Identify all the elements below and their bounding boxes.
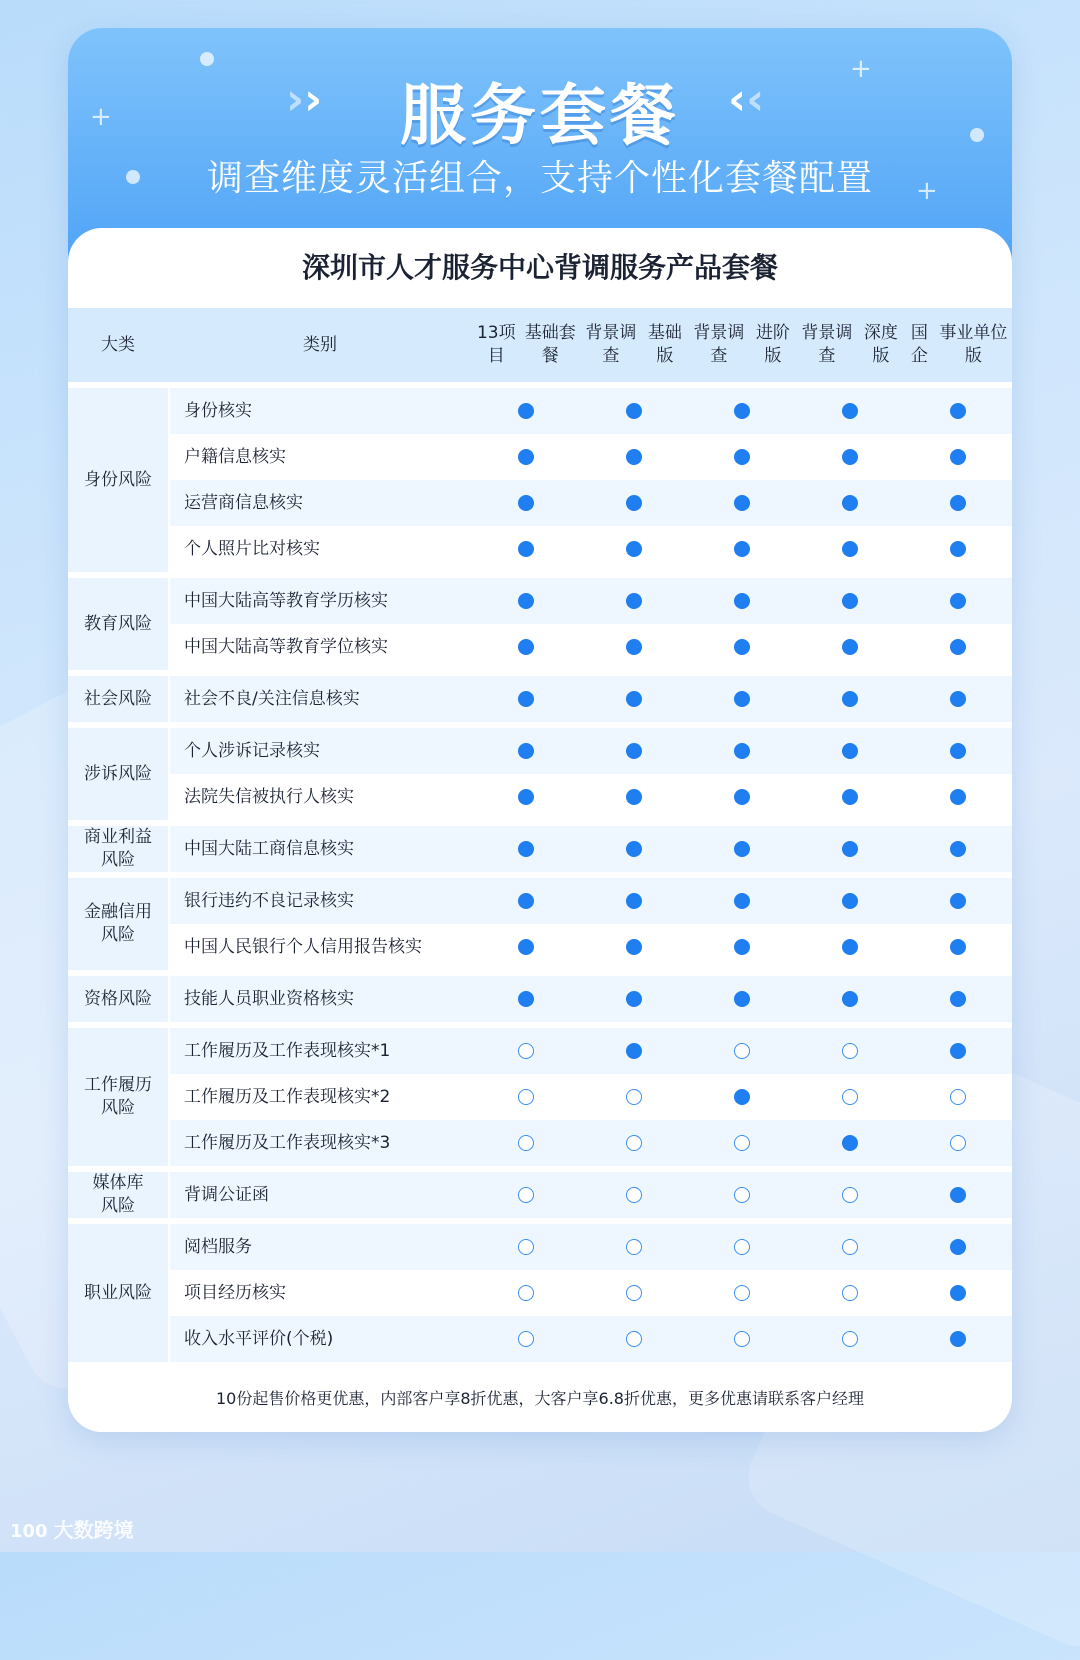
included-dot-icon [842,1135,858,1151]
included-dot-icon [518,939,534,955]
not-included-circle-icon [842,1331,858,1347]
not-included-circle-icon [518,1089,534,1105]
included-dot-icon [842,789,858,805]
check-item-label: 法院失信被执行人核实 [184,787,354,807]
check-item-label: 运营商信息核实 [184,493,303,513]
check-item-label: 中国大陆工商信息核实 [184,839,354,859]
table-row [170,1224,1012,1270]
plus-icon: + [916,176,938,206]
included-dot-icon [842,639,858,655]
check-item-label: 收入水平评价(个税) [184,1329,334,1349]
included-dot-icon [626,939,642,955]
check-item-label: 背调公证函 [184,1185,269,1205]
package-name-line2: 事业单位版 [939,323,1008,366]
risk-group [68,1028,1012,1166]
included-dot-icon [950,743,966,759]
check-item-label: 个人照片比对核实 [184,539,320,559]
table-row [170,624,1012,670]
table-row [170,924,1012,970]
not-included-circle-icon [734,1239,750,1255]
included-dot-icon [734,893,750,909]
included-dot-icon [626,495,642,511]
table-title: 深圳市人才服务中心背调服务产品套餐 [301,251,778,284]
table-row [170,388,1012,434]
included-dot-icon [626,403,642,419]
included-dot-icon [950,593,966,609]
included-dot-icon [950,1239,966,1255]
included-dot-icon [734,743,750,759]
included-dot-icon [950,841,966,857]
included-dot-icon [950,991,966,1007]
included-dot-icon [518,691,534,707]
risk-group [68,728,1012,820]
included-dot-icon [842,991,858,1007]
not-included-circle-icon [626,1135,642,1151]
included-dot-icon [518,743,534,759]
watermark [10,1514,134,1543]
included-dot-icon [518,991,534,1007]
package-name-line1: 13项目 [476,323,516,366]
risk-group [68,1224,1012,1362]
package-name-line2: 进阶版 [755,323,790,366]
check-item-label: 银行违约不良记录核实 [184,891,354,911]
included-dot-icon [734,1089,750,1105]
header-package-1 [472,308,580,382]
risk-group [68,826,1012,872]
watermark-logo: 100 [10,1521,48,1542]
package-name-line2: 基础版 [647,323,682,366]
included-dot-icon [626,541,642,557]
not-included-circle-icon [842,1285,858,1301]
header-category: 大类 [101,334,135,355]
included-dot-icon [518,495,534,511]
not-included-circle-icon [734,1135,750,1151]
table-row [170,1120,1012,1166]
included-dot-icon [518,593,534,609]
hero-subtitle: 调查维度灵活组合，支持个性化套餐配置 [206,158,873,199]
included-dot-icon [842,893,858,909]
included-dot-icon [734,495,750,511]
not-included-circle-icon [842,1089,858,1105]
table-row [170,826,1012,872]
risk-group [68,388,1012,572]
included-dot-icon [734,541,750,557]
included-dot-icon [950,939,966,955]
chevron-left-icon: ‹‹ [728,74,765,125]
included-dot-icon [950,495,966,511]
risk-category-label: 媒体库 风险 [68,1172,168,1218]
table-row [170,480,1012,526]
included-dot-icon [626,893,642,909]
check-item-label: 中国大陆高等教育学位核实 [184,637,388,657]
not-included-circle-icon [626,1331,642,1347]
not-included-circle-icon [734,1043,750,1059]
included-dot-icon [950,789,966,805]
discount-footnote: 10份起售价格更优惠，内部客户享8折优惠，大客户享6.8折优惠，更多优惠请联系客户经理 [216,1389,864,1408]
risk-group [68,578,1012,670]
plus-icon: + [90,102,112,132]
not-included-circle-icon [734,1187,750,1203]
not-included-circle-icon [518,1187,534,1203]
included-dot-icon [626,691,642,707]
plus-icon: + [850,54,872,84]
included-dot-icon [842,593,858,609]
included-dot-icon [842,939,858,955]
not-included-circle-icon [950,1135,966,1151]
risk-category-label: 资格风险 [68,976,168,1022]
included-dot-icon [734,841,750,857]
check-item-label: 中国人民银行个人信用报告核实 [184,937,422,957]
risk-category-label: 商业利益 风险 [68,826,168,872]
risk-group [68,976,1012,1022]
chevron-right-icon: ›› [286,74,323,125]
included-dot-icon [734,939,750,955]
not-included-circle-icon [626,1285,642,1301]
included-dot-icon [518,449,534,465]
table-row [170,434,1012,480]
hero-title: 服务套餐 [400,77,680,154]
package-name-line1: 国企 [910,323,928,366]
risk-category-label: 社会风险 [68,676,168,722]
included-dot-icon [626,639,642,655]
header-item: 类别 [303,334,337,355]
header-package-2 [580,308,688,382]
package-name-line2: 深度版 [863,323,898,366]
not-included-circle-icon [626,1089,642,1105]
table-row [170,526,1012,572]
not-included-circle-icon [518,1043,534,1059]
included-dot-icon [518,639,534,655]
header-package-3 [688,308,796,382]
included-dot-icon [950,541,966,557]
not-included-circle-icon [518,1239,534,1255]
included-dot-icon [950,1331,966,1347]
table-row [170,1316,1012,1362]
risk-category-label: 身份风险 [68,388,168,572]
included-dot-icon [518,893,534,909]
included-dot-icon [734,403,750,419]
included-dot-icon [518,789,534,805]
not-included-circle-icon [734,1331,750,1347]
table-row [170,578,1012,624]
check-item-label: 工作履历及工作表现核实*2 [184,1087,391,1107]
risk-category-label: 金融信用 风险 [68,878,168,970]
included-dot-icon [950,449,966,465]
included-dot-icon [842,495,858,511]
table-row [170,1028,1012,1074]
check-item-label: 技能人员职业资格核实 [184,989,354,1009]
table-row [170,774,1012,820]
included-dot-icon [626,1043,642,1059]
table-row [170,676,1012,722]
included-dot-icon [734,789,750,805]
package-name-line2: 基础套餐 [524,323,576,366]
check-item-label: 工作履历及工作表现核实*3 [184,1133,391,1153]
included-dot-icon [734,691,750,707]
check-item-label: 社会不良/关注信息核实 [184,689,360,709]
check-item-label: 个人涉诉记录核实 [184,741,320,761]
table-header [68,308,1012,382]
table-row [170,1270,1012,1316]
included-dot-icon [950,403,966,419]
table-row [170,976,1012,1022]
check-item-label: 户籍信息核实 [184,447,286,467]
included-dot-icon [842,541,858,557]
included-dot-icon [950,1043,966,1059]
included-dot-icon [842,743,858,759]
included-dot-icon [950,1285,966,1301]
not-included-circle-icon [842,1187,858,1203]
risk-group [68,878,1012,970]
included-dot-icon [518,403,534,419]
included-dot-icon [626,593,642,609]
package-name-line1: 背景调查 [801,323,853,366]
package-name-line1: 背景调查 [585,323,637,366]
check-item-label: 工作履历及工作表现核实*1 [184,1041,391,1061]
check-item-label: 中国大陆高等教育学历核实 [184,591,388,611]
risk-category-label: 涉诉风险 [68,728,168,820]
included-dot-icon [950,893,966,909]
package-card [68,28,1012,1432]
not-included-circle-icon [518,1331,534,1347]
check-item-label: 阅档服务 [184,1237,252,1257]
included-dot-icon [842,691,858,707]
included-dot-icon [626,789,642,805]
not-included-circle-icon [842,1043,858,1059]
included-dot-icon [734,639,750,655]
table-row [170,878,1012,924]
included-dot-icon [626,991,642,1007]
included-dot-icon [518,541,534,557]
risk-category-label: 工作履历 风险 [68,1028,168,1166]
check-item-label: 项目经历核实 [184,1283,286,1303]
table-row [170,728,1012,774]
not-included-circle-icon [518,1285,534,1301]
table-row [170,1172,1012,1218]
package-name-line1: 背景调查 [693,323,745,366]
risk-group [68,676,1012,722]
header-package-5 [904,308,1012,382]
not-included-circle-icon [734,1285,750,1301]
included-dot-icon [842,841,858,857]
header-package-4 [796,308,904,382]
included-dot-icon [950,691,966,707]
included-dot-icon [734,593,750,609]
included-dot-icon [950,639,966,655]
table-row [170,1074,1012,1120]
included-dot-icon [842,449,858,465]
included-dot-icon [518,841,534,857]
included-dot-icon [734,449,750,465]
check-item-label: 身份核实 [184,401,252,421]
not-included-circle-icon [626,1239,642,1255]
not-included-circle-icon [626,1187,642,1203]
not-included-circle-icon [518,1135,534,1151]
risk-category-label: 教育风险 [68,578,168,670]
not-included-circle-icon [950,1089,966,1105]
not-included-circle-icon [842,1239,858,1255]
risk-group [68,1172,1012,1218]
included-dot-icon [950,1187,966,1203]
included-dot-icon [626,743,642,759]
risk-category-label: 职业风险 [68,1224,168,1362]
included-dot-icon [842,403,858,419]
included-dot-icon [626,841,642,857]
watermark-text: 大数跨境 [53,1518,134,1542]
included-dot-icon [734,991,750,1007]
included-dot-icon [626,449,642,465]
table-panel [68,228,1012,1432]
